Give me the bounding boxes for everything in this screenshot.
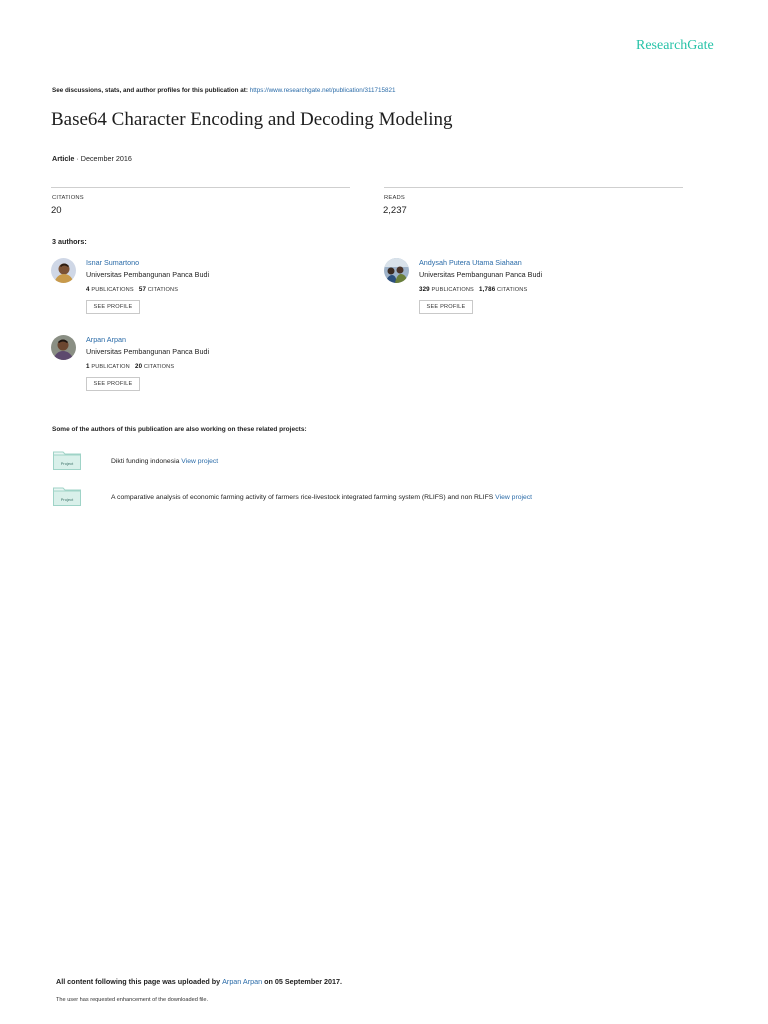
publications-count: 4 xyxy=(86,286,90,293)
article-meta xyxy=(52,154,132,163)
project-item xyxy=(53,450,81,475)
citations-label: CITATIONS xyxy=(143,364,175,370)
avatar[interactable] xyxy=(51,258,76,283)
project-item xyxy=(53,486,81,511)
author-name-link[interactable]: Arpan Arpan xyxy=(86,335,126,344)
view-project-link[interactable]: View project xyxy=(181,458,219,465)
publications-label: PUBLICATIONS xyxy=(91,287,134,293)
upload-prefix: All content following this page was uploaded by xyxy=(56,977,221,986)
article-type: Article xyxy=(52,154,75,163)
top-note-label: See discussions, stats, and author profiles for this publication at: xyxy=(52,87,248,94)
see-profile-button[interactable]: SEE PROFILE xyxy=(419,300,473,314)
author-stats xyxy=(86,286,178,293)
citations-label: CITATIONS xyxy=(147,287,179,293)
view-project-link[interactable]: View project xyxy=(495,494,533,501)
author-name-link[interactable]: Isnar Sumartono xyxy=(86,258,140,267)
author-institution: Universitas Pembangunan Panca Budi xyxy=(86,347,210,356)
citations-label: CITATIONS xyxy=(497,287,528,293)
page-title: Base64 Character Encoding and Decoding Modeling xyxy=(51,109,453,130)
upload-note xyxy=(56,977,342,986)
project-folder-icon xyxy=(53,450,81,470)
citations-count: 1,786 xyxy=(479,286,496,293)
reads-divider xyxy=(384,187,683,188)
citations-count: 57 xyxy=(138,286,147,293)
project-icon-label: Project xyxy=(60,497,74,502)
avatar[interactable] xyxy=(384,258,409,283)
researchgate-logo[interactable]: ResearchGate xyxy=(636,38,714,53)
author-card xyxy=(51,335,351,405)
citations-value: 20 xyxy=(51,205,62,216)
enhancement-note: The user has requested enhancement of the downloaded file. xyxy=(56,997,209,1003)
citations-count: 20 xyxy=(134,363,143,370)
author-stats xyxy=(86,363,174,370)
author-name-link[interactable]: Andysah Putera Utama Siahaan xyxy=(419,258,522,267)
reads-value: 2,237 xyxy=(383,205,407,216)
author-institution: Universitas Pembangunan Panca Budi xyxy=(419,270,543,279)
citations-divider xyxy=(51,187,350,188)
meta-separator: · xyxy=(74,154,81,163)
project-item-text xyxy=(111,494,532,501)
project-folder-icon xyxy=(53,486,81,506)
see-profile-button[interactable]: SEE PROFILE xyxy=(86,300,140,314)
uploader-link[interactable]: Arpan Arpan xyxy=(222,977,263,986)
avatar[interactable] xyxy=(51,335,76,360)
author-card xyxy=(51,258,351,328)
project-title: Dikti funding indonesia xyxy=(111,458,180,465)
author-institution: Universitas Pembangunan Panca Budi xyxy=(86,270,210,279)
author-card xyxy=(384,258,684,328)
publications-label: PUBLICATIONS xyxy=(431,287,474,293)
publication-url-link[interactable]: https://www.researchgate.net/publication/311715821 xyxy=(249,87,396,94)
upload-suffix: on 05 September 2017. xyxy=(264,977,342,986)
project-title: A comparative analysis of economic farming activity of farmers rice-livestock integrated farming system (RLIFS) and non RLIFS xyxy=(111,494,494,501)
project-item-text xyxy=(111,458,218,465)
publications-label: PUBLICATION xyxy=(91,364,130,370)
reads-label: READS xyxy=(384,195,405,201)
author-stats xyxy=(419,286,527,293)
publications-count: 329 xyxy=(419,286,430,293)
project-icon-label: Project xyxy=(60,461,74,466)
publications-count: 1 xyxy=(86,363,90,370)
top-note xyxy=(52,87,396,94)
see-profile-button[interactable]: SEE PROFILE xyxy=(86,377,140,391)
article-date: December 2016 xyxy=(80,154,132,163)
related-projects-heading: Some of the authors of this publication are also working on these related projects: xyxy=(52,426,307,433)
citations-label: CITATIONS xyxy=(52,195,84,201)
authors-heading: 3 authors: xyxy=(52,237,87,246)
